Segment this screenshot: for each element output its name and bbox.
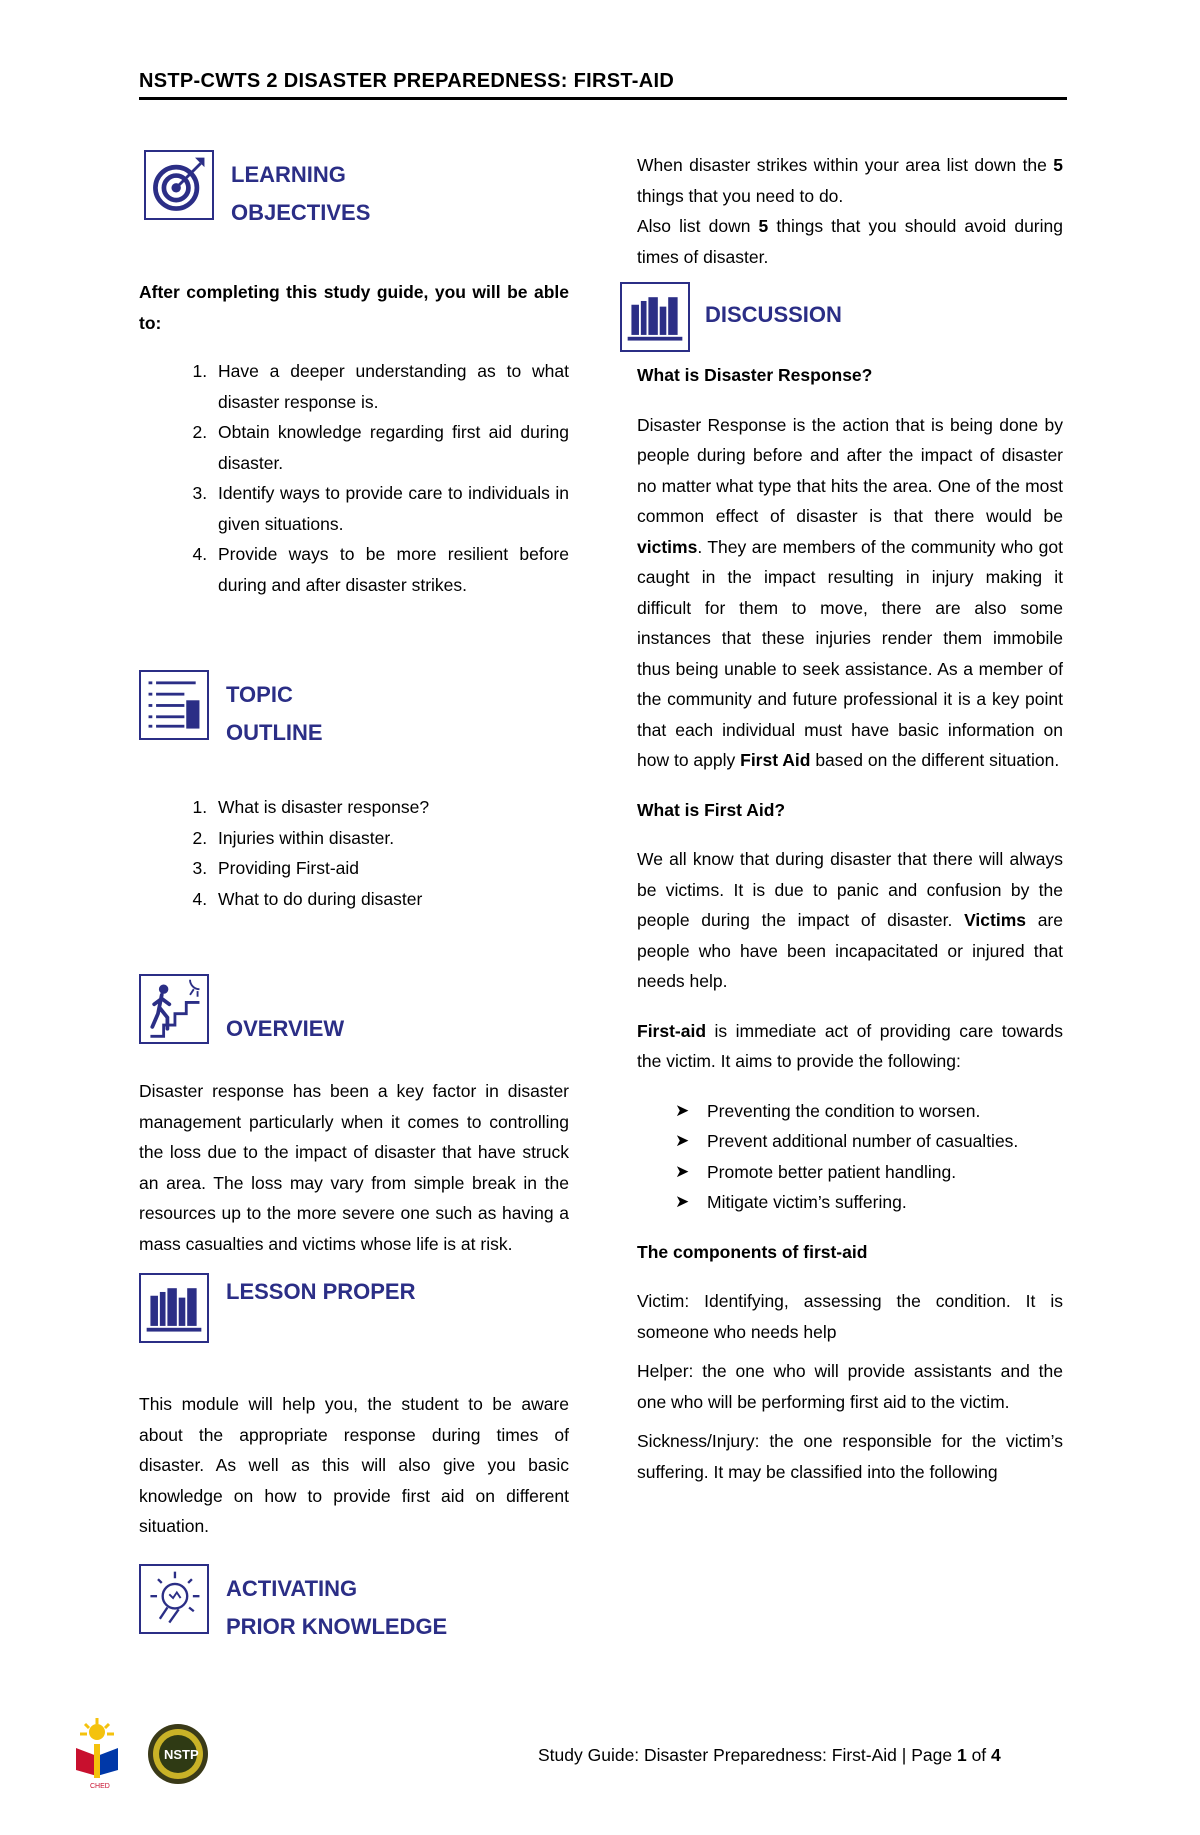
list-item: 3. Identify ways to provide care to individuals in given situations. (212, 478, 569, 539)
footer-of-word: of (971, 1745, 987, 1765)
text: Disaster Response is the action that is being done by people during before and after the impact of disaster no matter what type that hits the area. One of the most common effect of disaster is that there would be (637, 414, 1063, 526)
list-item: 1. Have a deeper understanding as to what disaster response is. (212, 356, 569, 417)
title-line-2: OUTLINE (226, 720, 323, 745)
text: things that you need to do. (637, 185, 844, 206)
disaster-response-paragraph (637, 410, 1063, 776)
title-line-1: ACTIVATING (226, 1575, 358, 1601)
left-column (139, 150, 569, 1644)
text: victims (637, 536, 698, 557)
text: based on the different situation. (810, 750, 1060, 770)
page-footer (538, 1745, 1001, 1766)
books-icon (139, 1273, 209, 1343)
activating-title (226, 1570, 447, 1646)
text: 5 (1053, 155, 1063, 175)
question-first-aid: What is First Aid? (637, 799, 786, 820)
first-aid-aims-list (637, 1096, 1063, 1218)
objectives-intro: After completing this study guide, you will be able to: (139, 282, 569, 333)
text: Mitigate victim’s suffering. (707, 1192, 907, 1212)
overview-text: Disaster response has been a key factor in disaster management particularly when it comes to controlling the loss due to the impact of disaster that have struck an area. The loss may vary from simple break in the resources up to the more severe one such as having a mass casualties and victims whose life is at risk. (139, 1081, 569, 1254)
text: Promote better patient handling. (707, 1161, 957, 1182)
lightbulb-icon (139, 1564, 209, 1634)
arrow-bullet-icon: ➤ (675, 1161, 690, 1181)
page-header-title: NSTP-CWTS 2 DISASTER PREPAREDNESS: FIRST-AID (139, 70, 675, 92)
list-item (675, 1157, 1063, 1188)
list-item (675, 1187, 1063, 1218)
lesson-proper-header (139, 1273, 569, 1353)
outline-list-icon (139, 670, 209, 740)
component-helper: Helper: the one who will provide assistants and the one who will be performing first aid to the victim. (637, 1361, 1063, 1412)
list-item: 1. What is disaster response? (212, 792, 569, 823)
title-line-1: LEARNING (231, 162, 346, 187)
list-item: 4. Provide ways to be more resilient before during and after disaster strikes. (212, 539, 569, 600)
arrow-bullet-icon: ➤ (675, 1100, 690, 1120)
list-item: 4. What to do during disaster (212, 884, 569, 915)
activating-paragraph-1 (637, 150, 1063, 211)
component-sickness: Sickness/Injury: the one responsible for the victim’s suffering. It may be classified into the following (637, 1431, 1063, 1482)
first-aid-definition (637, 1016, 1063, 1077)
question-disaster-response: What is Disaster Response? (637, 365, 873, 385)
topic-outline-title (226, 676, 323, 752)
header-divider (139, 97, 1067, 100)
activating-header (139, 1564, 569, 1644)
text: is immediate act of providing care towards the victim. It aims to provide the following: (637, 1020, 1063, 1071)
list-item (675, 1096, 1063, 1127)
text: are people who have been incapacitated or injured that needs help. (637, 910, 1063, 991)
learning-objectives-header (139, 150, 569, 245)
overview-title: OVERVIEW (226, 1016, 345, 1041)
first-aid-paragraph (637, 844, 1063, 997)
list-item: 2. Injuries within disaster. (212, 823, 569, 854)
text: . They are members of the community who got caught in the impact resulting in injury making it difficult for them to move, there are also some instances that these injuries render them immobile thus being unable to seek assistance. As a member of the community and future professional it is a key point that each individual must have basic information on how to apply (637, 536, 1063, 770)
discussion-header (637, 282, 1063, 362)
government-seal-logo (60, 1714, 220, 1794)
list-item: 3. Providing First-aid (212, 853, 569, 884)
text: 5 (758, 216, 769, 236)
arrow-bullet-icon: ➤ (675, 1131, 690, 1150)
topic-outline-header (139, 670, 569, 750)
text: Preventing the condition to worsen. (707, 1100, 981, 1121)
books-icon (620, 282, 690, 352)
footer-logos (60, 1714, 220, 1794)
lesson-proper-title: LESSON PROPER (226, 1279, 416, 1304)
nstp-logo: NSTP (164, 1747, 199, 1762)
stairs-climber-icon (139, 974, 209, 1044)
footer-label: Study Guide: Disaster Preparedness: First-Aid (538, 1745, 897, 1765)
page-number: 1 (956, 1745, 967, 1765)
learning-objectives-title (231, 156, 370, 232)
text: First-aid (637, 1020, 707, 1041)
text: things that you should avoid during times of disaster. (637, 216, 1063, 267)
component-victim: Victim: Identifying, assessing the condition. It is someone who needs help (637, 1291, 1063, 1342)
lesson-proper-text: This module will help you, the student to be aware about the appropriate response during times of disaster. As well as this will also give you basic knowledge on how to provide first aid on different situation. (139, 1394, 569, 1536)
page-total: 4 (991, 1745, 1001, 1765)
title-line-2: OBJECTIVES (231, 200, 371, 225)
objectives-list (139, 356, 569, 600)
text: We all know that during disaster that there will always be victims. It is due to panic and confusion by the people during the impact of disaster. (637, 849, 1063, 930)
target-icon (144, 150, 214, 220)
components-heading: The components of first-aid (637, 1241, 868, 1262)
text: Also list down (637, 216, 759, 236)
text: Victims (964, 910, 1026, 930)
footer-separator: | (901, 1745, 907, 1765)
topic-list (139, 792, 569, 914)
right-column (637, 150, 1063, 1487)
discussion-title: DISCUSSION (705, 302, 842, 327)
list-item: 2. Obtain knowledge regarding first aid during disaster. (212, 417, 569, 478)
footer-page-word: Page (911, 1745, 953, 1765)
arrow-bullet-icon: ➤ (675, 1192, 690, 1211)
overview-header (139, 974, 569, 1054)
title-line-2: PRIOR KNOWLEDGE (226, 1613, 448, 1639)
list-item (675, 1126, 1063, 1157)
text: First Aid (740, 750, 811, 770)
text: When disaster strikes within your area list down the (637, 155, 1054, 175)
text: Prevent additional number of casualties. (707, 1131, 1019, 1151)
svg-text:CHED: CHED (90, 1783, 110, 1790)
title-line-1: TOPIC (226, 682, 293, 707)
activating-paragraph-2 (637, 211, 1063, 272)
